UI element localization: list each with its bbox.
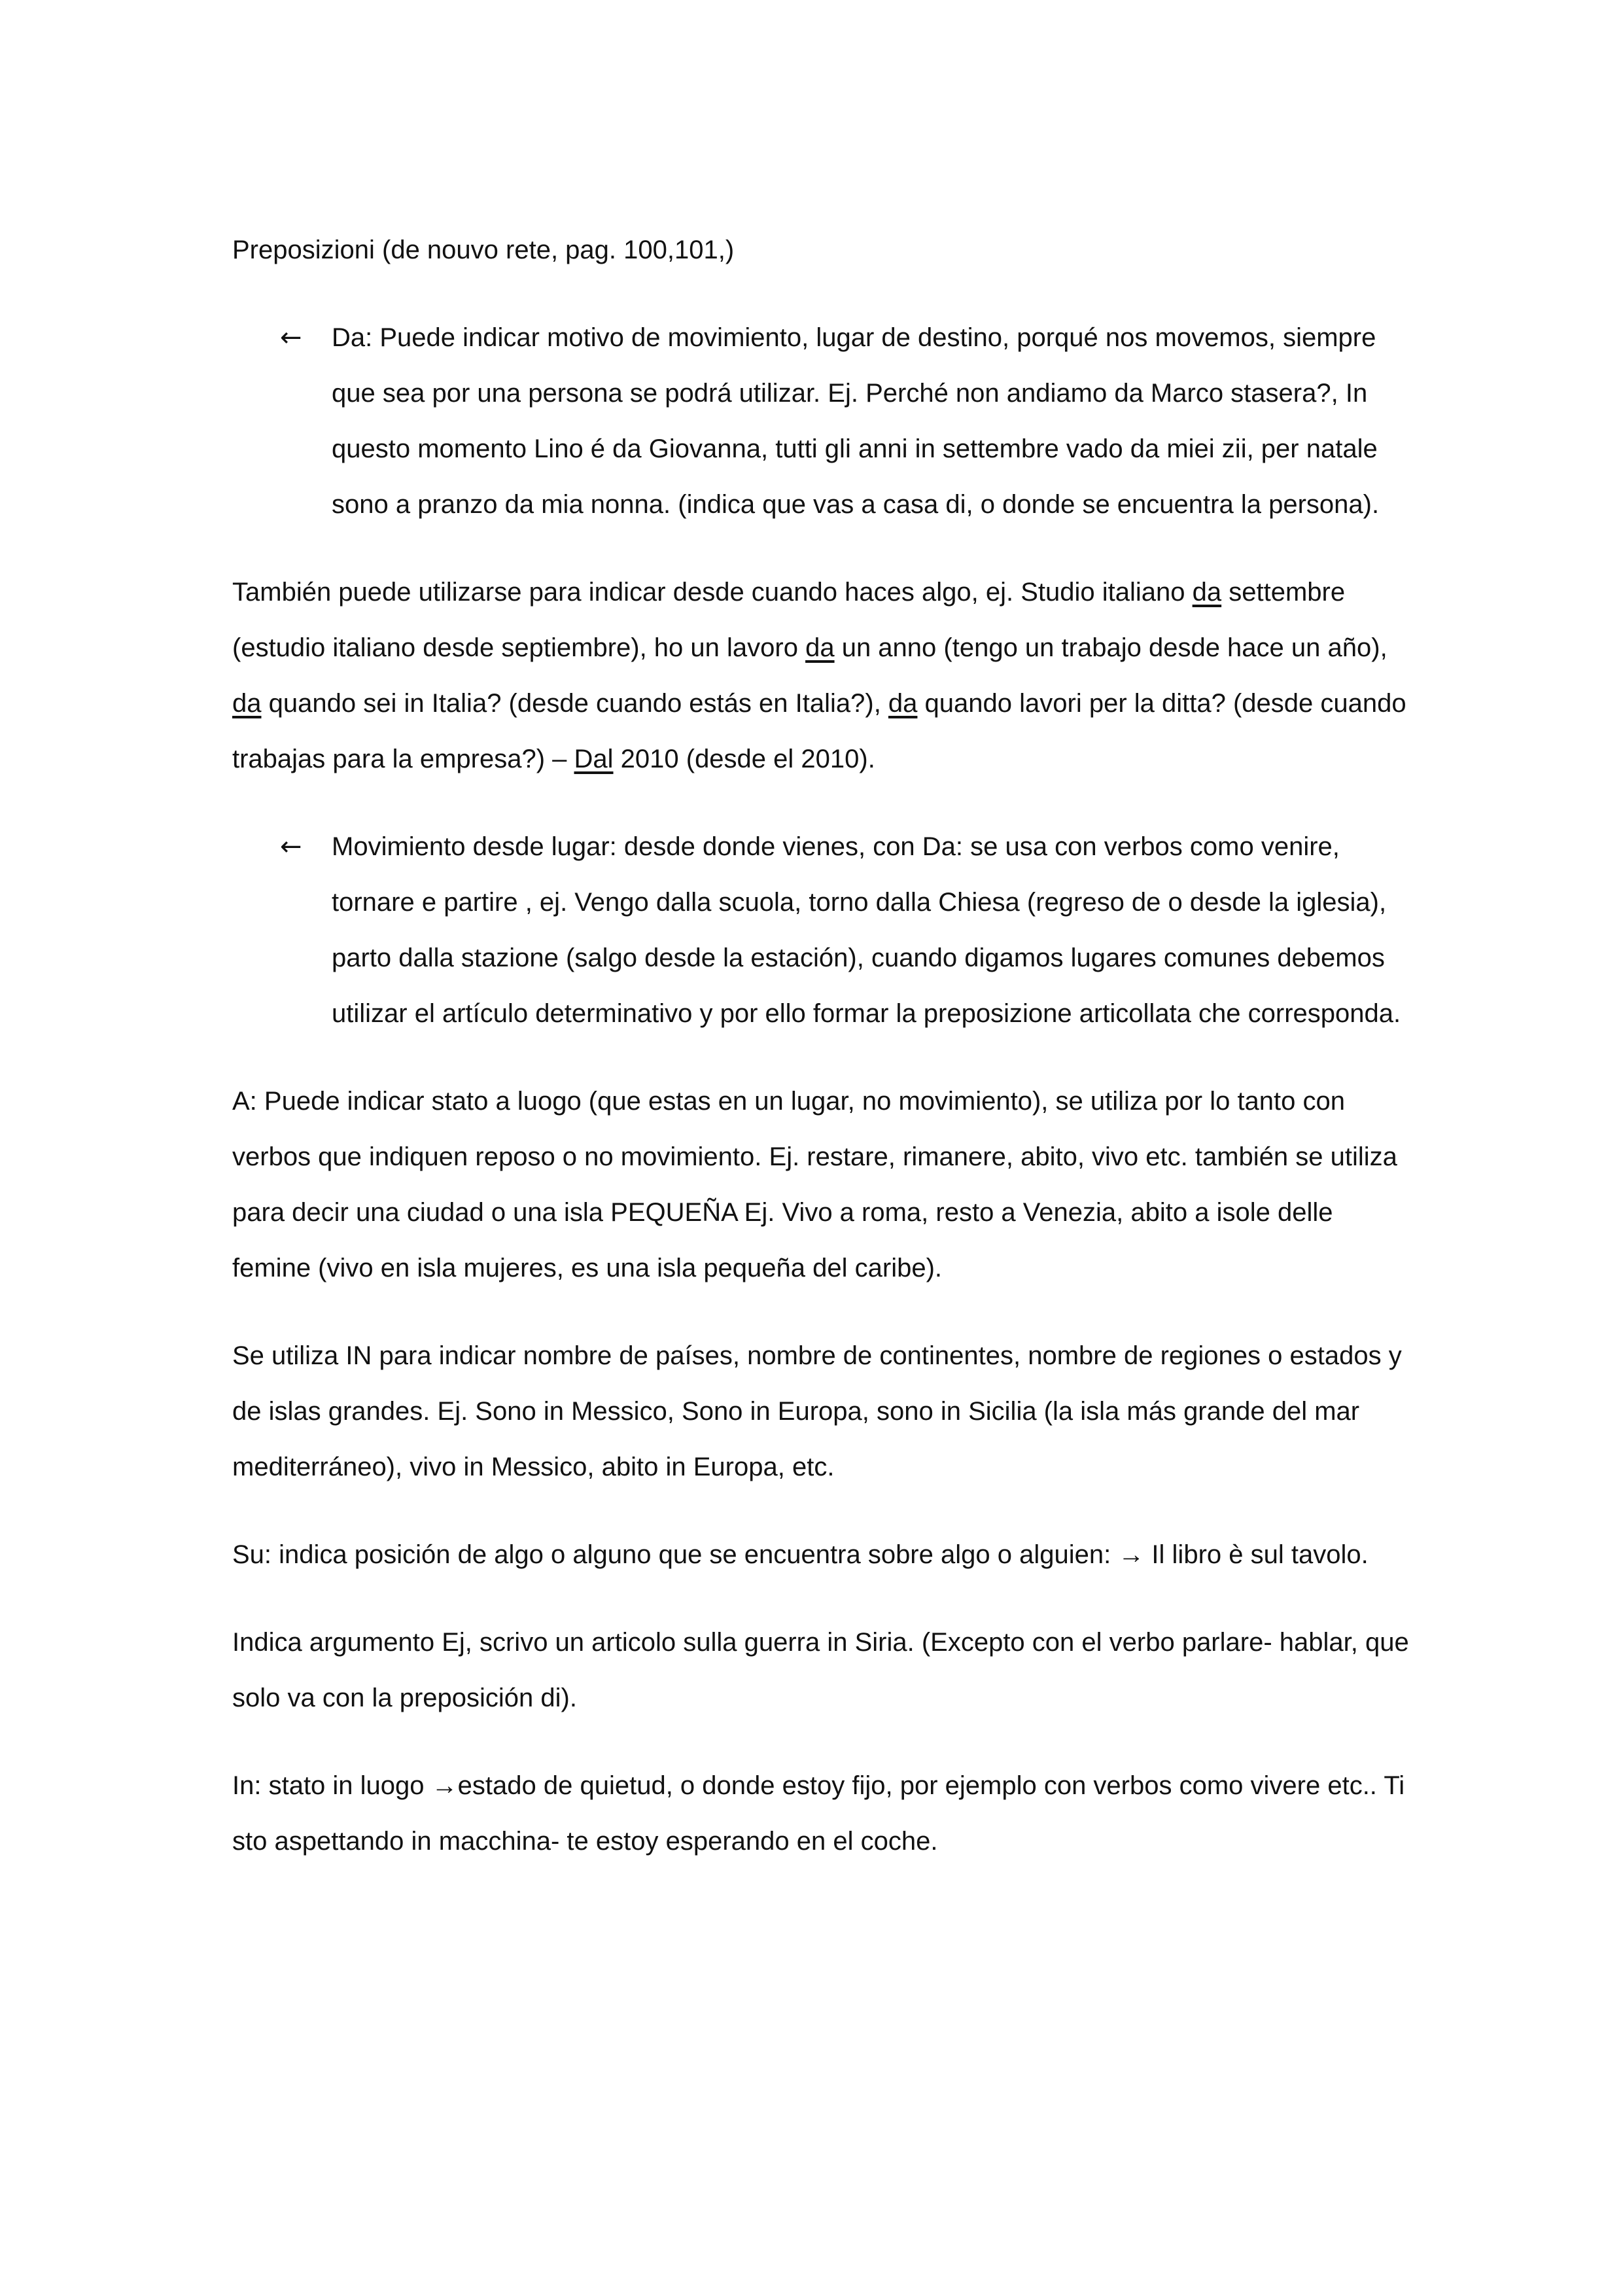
paragraph-argumento: Indica argumento Ej, scrivo un articolo sulla guerra in Siria. (Excepto con el verbo parlare- hablar, que solo va con la preposición di).: [232, 1628, 1409, 1712]
underlined-da: da: [1192, 578, 1222, 607]
document-page: [232, 222, 1410, 1901]
underlined-dal: Dal: [574, 745, 614, 773]
underlined-da: da: [805, 633, 835, 662]
bullet-movimiento-desde-lugar: [232, 819, 1410, 1042]
paragraph-stato-in-luogo: In: stato in luogo →estado de quietud, o donde estoy fijo, por ejemplo con verbos como vivere etc.. Ti sto aspettando in macchina- te estoy esperando en el coche.: [232, 1771, 1405, 1856]
paragraph-su: Su: indica posición de algo o alguno que se encuentra sobre algo o alguien: → Il libro è sul tavolo.: [232, 1540, 1369, 1569]
paragraph-a: A: Puede indicar stato a luogo (que estas en un lugar, no movimiento), se utiliza por lo tanto con verbos que indiquen reposo o no movimiento. Ej. restare, rimanere, abito, vivo etc. también se utiliza para decir una ciudad o una isla PEQUEÑA Ej. Vivo a roma, resto a Venezia, abito a isole delle femine (vivo en isla mujeres, es una isla pequeña del caribe).: [232, 1087, 1397, 1282]
underlined-da: da: [232, 689, 262, 718]
left-arrow-icon: ←: [280, 323, 302, 353]
bullet-text: Movimiento desde lugar: desde donde vienes, con Da: se usa con verbos como venire, tornare e partire , ej. Vengo dalla scuola, torno dalla Chiesa (regreso de o desde la iglesia), parto dalla stazione (salgo desde la estación), cuando digamos lugares comunes debemos utilizar el artículo determinativo y por ello formar la preposizione articollata che corresponda.: [332, 832, 1401, 1028]
bullet-text: Da: Puede indicar motivo de movimiento, lugar de destino, porqué nos movemos, siempre que sea por una persona se podrá utilizar. Ej. Perché non andiamo da Marco stasera?, In questo momento Lino é da Giovanna, tutti gli anni in settembre vado da miei zii, per natale sono a pranzo da mia nonna. (indica que vas a casa di, o donde se encuentra la persona).: [332, 323, 1380, 519]
paragraph-da-tiempo: También puede utilizarse para indicar desde cuando haces algo, ej. Studio italiano da settembre (estudio italiano desde septiembre), ho un lavoro da un anno (tengo un trabajo desde hace un año), da quando sei in Italia? (desde cuando estás en Italia?), da quando lavori per la ditta? (desde cuando trabajas para la empresa?) – Dal 2010 (desde el 2010).: [232, 578, 1406, 773]
underlined-da: da: [888, 689, 918, 718]
left-arrow-icon: ←: [280, 832, 302, 862]
paragraph-in-paises: Se utiliza IN para indicar nombre de países, nombre de continentes, nombre de regiones o estados y de islas grandes. Ej. Sono in Messico, Sono in Europa, sono in Sicilia (la isla más grande del mar mediterráneo), vivo in Messico, abito in Europa, etc.: [232, 1341, 1402, 1481]
document-title: Preposizioni (de nouvo rete, pag. 100,101,): [232, 236, 735, 264]
bullet-da-destino: [232, 310, 1410, 533]
